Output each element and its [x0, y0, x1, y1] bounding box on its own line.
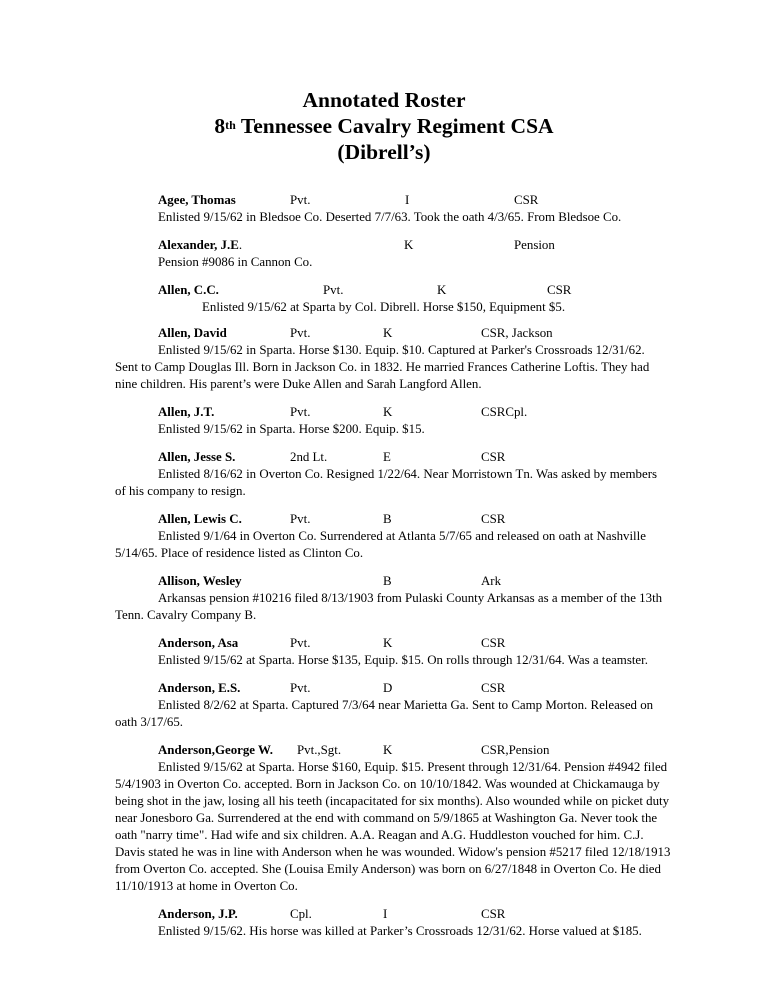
- soldier-rank: Pvt.: [290, 193, 311, 207]
- entry-text-line: Tenn. Cavalry Company B.: [115, 608, 257, 622]
- record-source: Pension: [514, 238, 555, 252]
- soldier-rank: Cpl.: [290, 907, 312, 921]
- entry-text-line: Pension #9086 in Cannon Co.: [158, 255, 313, 269]
- entry-text-line: Enlisted 9/15/62 at Sparta. Horse $160, Equip. $15. Present through 12/31/64. Pension #4942 filed: [158, 760, 668, 774]
- soldier-name: Allen, C.C.: [158, 283, 219, 297]
- entry-text-line: oath "narry time". Had wife and six children. A.A. Reagan and A.G. Huddleston vouched for him. C.J.: [115, 828, 644, 842]
- entry-text-line: from Overton Co. accepted. She (Louisa Emily Anderson) was born on 6/27/1848 in Overton Co. He died: [115, 862, 661, 876]
- record-source: CSR: [547, 283, 572, 297]
- soldier-name: Anderson, E.S.: [158, 681, 241, 695]
- soldier-name-suffix: .: [238, 238, 243, 252]
- soldier-name: Agee, Thomas: [158, 193, 236, 207]
- soldier-company: K: [404, 238, 414, 252]
- entry-text-line: Enlisted 8/2/62 at Sparta. Captured 7/3/64 near Marietta Ga. Sent to Camp Morton. Released on: [158, 698, 654, 712]
- soldier-rank: Pvt.: [290, 636, 311, 650]
- soldier-company: K: [437, 283, 447, 297]
- entry-text-line: Enlisted 9/15/62 at Sparta. Horse $135, Equip. $15. On rolls through 12/31/64. Was a teamster.: [158, 653, 648, 667]
- soldier-name: Alexander, J.E: [158, 238, 239, 252]
- entry-text-line: 11/10/1913 at home in Overton Co.: [115, 879, 298, 893]
- entry-text-line: of his company to resign.: [115, 484, 246, 498]
- soldier-name: Anderson,George W.: [158, 743, 273, 757]
- record-source: CSRCpl.: [481, 405, 528, 419]
- record-source: CSR: [514, 193, 539, 207]
- soldier-rank: Pvt.,Sgt.: [297, 743, 342, 757]
- title-regiment: Tennessee Cavalry Regiment CSA: [235, 114, 554, 138]
- soldier-company: K: [383, 743, 393, 757]
- entry-text-line: being shot in the jaw, losing all his teeth (incapacitated for six months). Also wounded while on picket duty: [115, 794, 670, 808]
- entry-text-line: Sent to Camp Douglas Ill. Born in Jackson Co. in 1832. He married Frances Catherine Loftis. They had: [115, 360, 650, 374]
- soldier-rank: Pvt.: [290, 681, 311, 695]
- soldier-company: K: [383, 636, 393, 650]
- entry-text-line: 5/14/65. Place of residence listed as Clinton Co.: [115, 546, 364, 560]
- record-source: CSR: [481, 450, 506, 464]
- soldier-rank: Pvt.: [323, 283, 344, 297]
- soldier-company: K: [383, 326, 393, 340]
- entry-text-line: Enlisted 8/16/62 in Overton Co. Resigned 1/22/64. Near Morristown Tn. Was asked by members: [158, 467, 658, 481]
- record-source: CSR: [481, 681, 506, 695]
- entry-text-line: nine children. His parent’s were Duke Allen and Sarah Langford Allen.: [115, 377, 482, 391]
- soldier-rank: Pvt.: [290, 326, 311, 340]
- soldier-company: B: [383, 574, 392, 588]
- record-source: CSR: [481, 907, 506, 921]
- title-number: 8: [214, 114, 226, 138]
- soldier-company: I: [405, 193, 410, 207]
- soldier-name: Anderson, J.P.: [158, 907, 238, 921]
- record-source: CSR, Jackson: [481, 326, 553, 340]
- title-line-3: (Dibrell’s): [337, 140, 431, 164]
- soldier-company: I: [383, 907, 388, 921]
- soldier-company: K: [383, 405, 393, 419]
- soldier-name: Allen, Jesse S.: [158, 450, 236, 464]
- soldier-name: Allen, J.T.: [158, 405, 215, 419]
- soldier-name: Allen, Lewis C.: [158, 512, 242, 526]
- entry-text-line: oath 3/17/65.: [115, 715, 184, 729]
- record-source: CSR,Pension: [481, 743, 550, 757]
- entry-text-line: 5/4/1903 in Overton Co. accepted. Born in Jackson Co. on 10/10/1842. Was wounded at Chickamauga by: [115, 777, 660, 791]
- document-subtitle: [0, 114, 768, 139]
- entry-text-line: near Jonesboro Ga. Surrendered at the end with command on 5/9/1865 at Washington Ga. Never took the: [115, 811, 658, 825]
- entry-text-line: Enlisted 9/15/62 in Sparta. Horse $200. Equip. $15.: [158, 422, 425, 436]
- entry-text-line: Enlisted 9/15/62 in Bledsoe Co. Deserted 7/7/63. Took the oath 4/3/65. From Bledsoe Co.: [158, 210, 622, 224]
- record-source: CSR: [481, 512, 506, 526]
- soldier-name: Allison, Wesley: [158, 574, 242, 588]
- title-ordinal: th: [225, 118, 236, 132]
- entry-text-line: Enlisted 9/15/62. His horse was killed at Parker’s Crossroads 12/31/62. Horse valued at $185.: [158, 924, 642, 938]
- entry-text-line: Arkansas pension #10216 filed 8/13/1903 from Pulaski County Arkansas as a member of the 13th: [158, 591, 663, 605]
- title-line-1: Annotated Roster: [302, 88, 466, 112]
- entry-text-line: Davis stated he was in line with Anderson when he was wounded. Widow's pension #5217 filed 12/18/1913: [115, 845, 671, 859]
- record-source: Ark: [481, 574, 502, 588]
- soldier-company: E: [383, 450, 391, 464]
- entry-text-line: Enlisted 9/15/62 at Sparta by Col. Dibrell. Horse $150, Equipment $5.: [202, 300, 566, 314]
- document-nickname: [0, 140, 768, 165]
- soldier-company: D: [383, 681, 393, 695]
- soldier-name-wrap: [158, 237, 242, 254]
- soldier-name: Anderson, Asa: [158, 636, 239, 650]
- soldier-rank: Pvt.: [290, 405, 311, 419]
- soldier-rank: Pvt.: [290, 512, 311, 526]
- entry-text-line: Enlisted 9/1/64 in Overton Co. Surrendered at Atlanta 5/7/65 and released on oath at Nashville: [158, 529, 646, 543]
- document-title: [0, 88, 768, 113]
- soldier-name: Allen, David: [158, 326, 227, 340]
- entry-text-line: Enlisted 9/15/62 in Sparta. Horse $130. Equip. $10. Captured at Parker's Crossroads 12/31/62.: [158, 343, 645, 357]
- record-source: CSR: [481, 636, 506, 650]
- soldier-company: B: [383, 512, 392, 526]
- soldier-rank: 2nd Lt.: [290, 450, 328, 464]
